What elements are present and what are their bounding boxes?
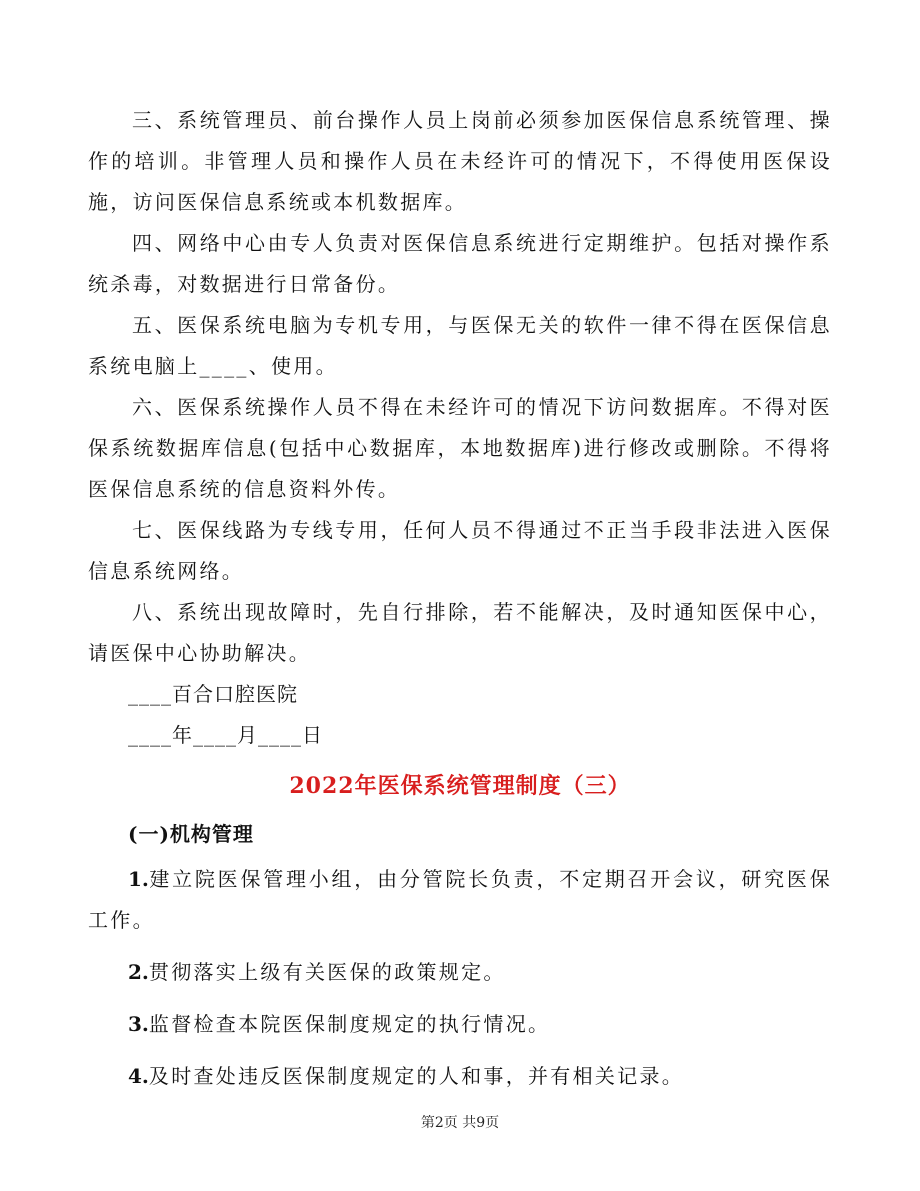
paragraph-7: 七、医保线路为专线专用，任何人员不得通过不正当手段非法进入医保信息系统网络。 — [88, 518, 832, 583]
item-number: 3. — [128, 1012, 149, 1036]
signature-date: ____年____月____日 — [128, 723, 323, 747]
item-text: 及时查处违反医保制度规定的人和事，并有相关记录。 — [148, 1064, 685, 1088]
list-item — [88, 952, 832, 993]
item-number: 2. — [128, 960, 149, 984]
item-number: 4. — [128, 1064, 149, 1088]
section-title: 2022年医保系统管理制度（三） — [289, 773, 631, 799]
item-text: 监督检查本院医保制度规定的执行情况。 — [148, 1012, 551, 1036]
signature-org: ____百合口腔医院 — [128, 682, 298, 706]
list-item — [88, 1056, 832, 1097]
list-item — [88, 859, 832, 941]
list-item — [88, 1004, 832, 1045]
item-number: 1. — [128, 867, 149, 891]
document-body — [88, 100, 832, 1108]
paragraph-6: 六、医保系统操作人员不得在未经许可的情况下访问数据库。不得对医保系统数据库信息(包括中心数据库，本地数据库)进行修改或删除。不得将医保信息系统的信息资料外传。 — [88, 395, 832, 501]
paragraph-5: 五、医保系统电脑为专机专用，与医保无关的软件一律不得在医保信息系统电脑上____、使用。 — [88, 313, 832, 378]
item-text: 建立院医保管理小组，由分管院长负责，不定期召开会议，研究医保工作。 — [88, 867, 832, 932]
paragraph-3: 三、系统管理员、前台操作人员上岗前必须参加医保信息系统管理、操作的培训。非管理人员和操作人员在未经许可的情况下，不得使用医保设施，访问医保信息系统或本机数据库。 — [88, 108, 832, 214]
paragraph-8: 八、系统出现故障时，先自行排除，若不能解决，及时通知医保中心，请医保中心协助解决。 — [88, 600, 832, 665]
paragraph-4: 四、网络中心由专人负责对医保信息系统进行定期维护。包括对操作系统杀毒，对数据进行日常备份。 — [88, 231, 832, 296]
item-text: 贯彻落实上级有关医保的政策规定。 — [148, 960, 506, 984]
page-footer: 第2页 共9页 — [420, 1115, 500, 1131]
subsection-title: (一)机构管理 — [128, 822, 254, 846]
